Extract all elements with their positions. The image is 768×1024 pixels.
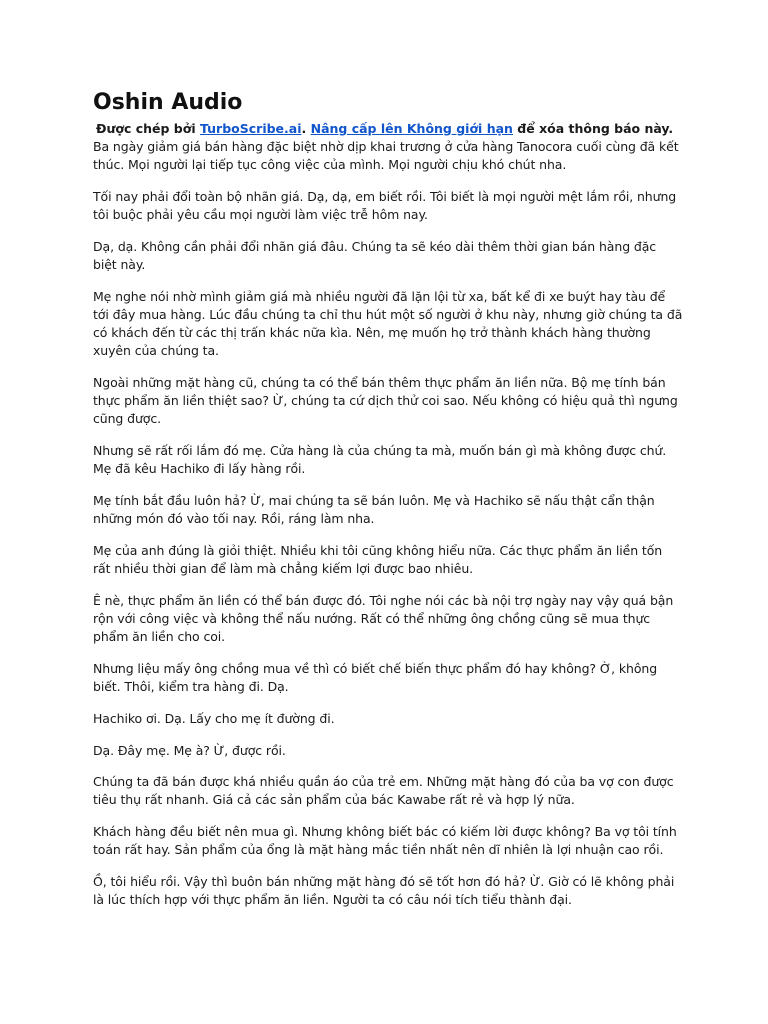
- paragraph-15: Ồ, tôi hiểu rồi. Vậy thì buôn bán những mặt hàng đó sẽ tốt hơn đó hả? Ừ. Giờ có lẽ không phải là lúc thích hợp với thực phẩm ăn liền. Người ta có câu nói tích tiểu thành đại.: [93, 874, 675, 908]
- paragraph-1: Ba ngày giảm giá bán hàng đặc biệt nhờ dịp khai trương ở cửa hàng Tanocora cuối cùng đã kết thúc. Mọi người lại tiếp tục công việc của mình. Mọi người chịu khó chút nha.: [93, 139, 679, 173]
- paragraph-7: Mẹ tính bắt đầu luôn hả? Ừ, mai chúng ta sẽ bán luôn. Mẹ và Hachiko sẽ nấu thật cẩn thận những món đó vào tối nay. Rồi, ráng làm nha.: [93, 493, 655, 527]
- paragraph-8: Mẹ của anh đúng là giỏi thiệt. Nhiều khi tôi cũng không hiểu nữa. Các thực phẩm ăn liền tốn rất nhiều thời gian để làm mà chẳng kiếm lợi được bao nhiêu.: [93, 542, 663, 577]
- transcript-body: [93, 138, 683, 910]
- paragraph-12: Dạ. Đây mẹ. Mẹ à? Ừ, được rồi.: [93, 742, 286, 758]
- paragraph-2: Tối nay phải đổi toàn bộ nhãn giá. Dạ, dạ, em biết rồi. Tôi biết là mọi người mệt lắm rồi, nhưng tôi buộc phải yêu cầu mọi người làm việc trễ hôm nay.: [93, 188, 677, 223]
- document-page: [93, 88, 683, 923]
- notice-separator: .: [301, 121, 311, 136]
- notice-prefix: Được chép bởi: [96, 121, 200, 136]
- paragraph-4: Mẹ nghe nói nhờ mình giảm giá mà nhiều người đã lặn lội từ xa, bất kể đi xe buýt hay tàu để tới đây mua hàng. Lúc đầu chúng ta chỉ thu hút một số người ở khu này, nhưng giờ chúng ta đã có khách đến từ các thị trấn khác nữa kìa. Nên, mẹ muốn họ trở thành khách hàng thường xuyên của chúng ta.: [93, 288, 683, 359]
- paragraph-13: Chúng ta đã bán được khá nhiều quần áo của trẻ em. Những mặt hàng đó của ba vợ con được tiêu thụ rất nhanh. Giá cả các sản phẩm của bác Kawabe rất rẻ và hợp lý nữa.: [93, 774, 674, 808]
- upgrade-unlimited-link[interactable]: Nâng cấp lên Không giới hạn: [310, 121, 513, 136]
- paragraph-5: Ngoài những mặt hàng cũ, chúng ta có thể bán thêm thực phẩm ăn liền nữa. Bộ mẹ tính bán thực phẩm ăn liền thiệt sao? Ừ, chúng ta cứ dịch thử coi sao. Nếu không có hiệu quả thì ngưng cũng được.: [93, 375, 678, 427]
- paragraph-10: Nhưng liệu mấy ông chồng mua về thì có biết chế biến thực phẩm đó hay không? Ờ, không biết. Thôi, kiểm tra hàng đi. Dạ.: [93, 660, 658, 695]
- paragraph-14: Khách hàng đều biết nên mua gì. Nhưng không biết bác có kiếm lời được không? Ba vợ tôi tính toán rất hay. Sản phẩm của ổng là mặt hàng mắc tiền nhất nên dĩ nhiên là lợi nhuận cao rồi.: [93, 824, 677, 858]
- turboscribe-link[interactable]: TurboScribe.ai: [199, 121, 302, 136]
- paragraph-9: Ê nè, thực phẩm ăn liền có thể bán được đó. Tôi nghe nói các bà nội trợ ngày nay vậy quá bận rộn với công việc và không thể nấu nướng. Rất có thể những ông chồng cũng sẽ mua thực phẩm ăn liền cho coi.: [93, 592, 674, 645]
- transcription-notice: [93, 120, 683, 138]
- document-title: Oshin Audio: [93, 90, 243, 115]
- paragraph-11: Hachiko ơi. Dạ. Lấy cho mẹ ít đường đi.: [93, 710, 335, 726]
- paragraph-6: Nhưng sẽ rất rối lắm đó mẹ. Cửa hàng là của chúng ta mà, muốn bán gì mà không được chứ. Mẹ đã kêu Hachiko đi lấy hàng rồi.: [93, 443, 667, 477]
- paragraph-3: Dạ, dạ. Không cần phải đổi nhãn giá đâu. Chúng ta sẽ kéo dài thêm thời gian bán hàng đặc biệt này.: [93, 238, 657, 273]
- notice-suffix: để xóa thông báo này.: [512, 121, 674, 136]
